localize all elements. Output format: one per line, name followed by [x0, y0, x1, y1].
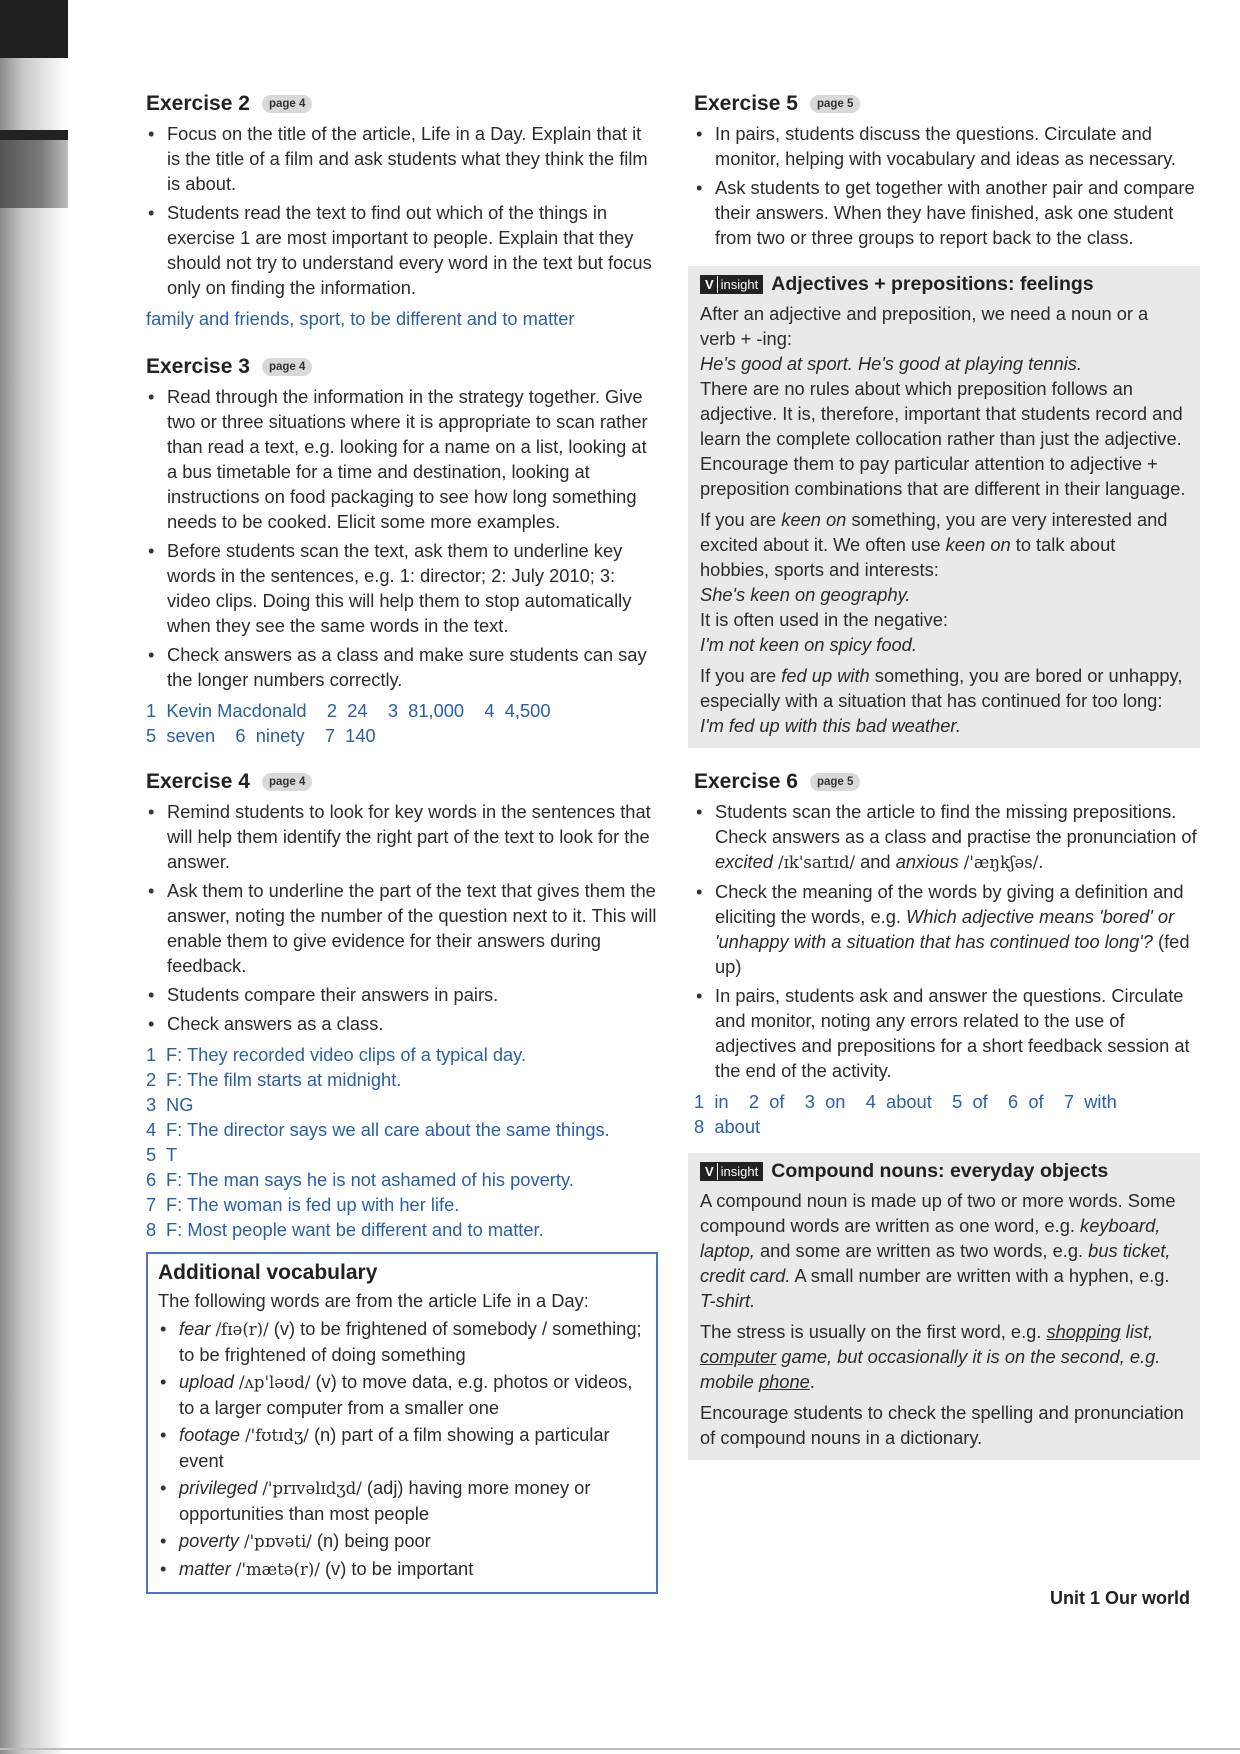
insight-example: She's keen on geography.	[700, 584, 911, 605]
bullet-item: • Before students scan the text, ask them to underline key words in the sentences, e.g. 1: director; 2: July 2010; 3: video clips. Doing this will help them to stop automatically when they see the same words in the text.	[146, 538, 658, 638]
answer-item: 6 F: The man says he is not ashamed of his poverty.	[146, 1169, 574, 1190]
insight-paragraph: If you are keen on something, you are very interested and excited about it. We often use keen on to talk about hobbies, sports and interests:	[700, 509, 1168, 580]
exercise-3-answers-line-1: 1 Kevin Macdonald 2 24 3 81,000 4 4,500	[146, 700, 551, 721]
additional-vocabulary-box	[146, 1252, 658, 1594]
exercise-2-heading	[146, 90, 658, 118]
exercise-title: Exercise 6	[694, 770, 798, 793]
right-column	[694, 90, 1200, 1460]
exercise-4-bullets	[146, 799, 658, 1036]
page-badge: page 5	[810, 773, 860, 791]
exercise-title: Exercise 5	[694, 92, 798, 115]
bullet-item: • Students compare their answers in pairs.	[146, 982, 658, 1007]
vocabulary-title: Additional vocabulary	[158, 1261, 378, 1284]
bullet-item: • Ask students to get together with another pair and compare their answers. When they have finished, ask one student from two or three groups to report back to the class.	[694, 175, 1200, 250]
bullet-item: • Check the meaning of the words by giving a definition and eliciting the words, e.g. Which adjective means 'bored' or 'unhappy with a situation that has continued too long'? (fed up)	[694, 879, 1200, 979]
v-insight-badge: V insight	[700, 275, 763, 294]
vocabulary-list	[158, 1316, 646, 1582]
exercise-4-heading	[146, 768, 658, 796]
exercise-5-bullets	[694, 121, 1200, 250]
bullet-item: • Students scan the article to find the missing prepositions. Check answers as a class and practise the pronunciation of excited /ɪk'saɪtɪd/ and anxious /'æŋkʃəs/.	[694, 799, 1200, 875]
bullet-item: • Focus on the title of the article, Life in a Day. Explain that it is the title of a film and ask students what they think the film is about.	[146, 121, 658, 196]
exercise-2-answer: family and friends, sport, to be different and to matter	[146, 308, 575, 329]
vocabulary-intro: The following words are from the article Life in a Day:	[158, 1290, 589, 1311]
exercise-4-answers	[146, 1042, 658, 1242]
answer-item: 1 F: They recorded video clips of a typical day.	[146, 1044, 527, 1065]
exercise-5-heading	[694, 90, 1200, 118]
vocabulary-item: • poverty /'pɒvəti/ (n) being poor	[158, 1528, 646, 1554]
binding-corner	[0, 0, 68, 58]
left-column	[146, 90, 658, 1594]
bullet-item: • Read through the information in the strategy together. Give two or three situations where it is appropriate to scan rather than read a text, e.g. looking for a name on a list, looking at a bus timetable for a time and destination, looking at instructions on food packaging to see how long something needs to be cooked. Elicit some more examples.	[146, 384, 658, 534]
answer-item: 2 F: The film starts at midnight.	[146, 1069, 402, 1090]
page-badge: page 4	[262, 95, 312, 113]
exercise-6-answers-line-2: 8 about	[694, 1116, 761, 1137]
insight-paragraph: It is often used in the negative:	[700, 609, 948, 630]
insight-paragraph: The stress is usually on the first word, e.g. shopping list, computer game, but occasionally it is on the second, e.g. mobile phone.	[700, 1321, 1161, 1392]
insight-heading	[700, 1159, 1188, 1184]
bullet-item: • Check answers as a class.	[146, 1011, 658, 1036]
exercise-3-bullets	[146, 384, 658, 692]
page-badge: page 4	[262, 358, 312, 376]
insight-paragraph: There are no rules about which preposition follows an adjective. It is, therefore, important that students record and learn the complete collocation rather than just the adjective. Encourage them to pay particular attention to adjective + preposition combinations that are different in their language.	[700, 378, 1186, 499]
insight-paragraph: A compound noun is made up of two or more words. Some compound words are written as one word, e.g. keyboard, laptop, and some are written as two words, e.g. bus ticket, credit card. A small number are written with a hyphen, e.g. T-shirt.	[700, 1190, 1176, 1311]
answer-item: 4 F: The director says we all care about the same things.	[146, 1119, 610, 1140]
bullet-item: • Remind students to look for key words in the sentences that will help them identify the right part of the text to look for the answer.	[146, 799, 658, 874]
insight-example: I'm not keen on spicy food.	[700, 634, 917, 655]
exercise-3-heading	[146, 353, 658, 381]
insight-paragraph: After an adjective and preposition, we need a noun or a verb + -ing:	[700, 303, 1149, 349]
insight-title: Compound nouns: everyday objects	[771, 1160, 1109, 1182]
vocabulary-item: • upload /ʌp'ləʊd/ (v) to move data, e.g. photos or videos, to a larger computer from a smaller one	[158, 1369, 646, 1420]
exercise-title: Exercise 2	[146, 92, 250, 115]
vocabulary-item: • fear /fɪə(r)/ (v) to be frightened of somebody / something; to be frightened of doing something	[158, 1316, 646, 1367]
exercise-6-bullets	[694, 799, 1200, 1083]
exercise-title: Exercise 4	[146, 770, 250, 793]
vocabulary-item: • privileged /'prɪvəlɪdʒd/ (adj) having more money or opportunities than most people	[158, 1475, 646, 1526]
answer-item: 5 T	[146, 1144, 178, 1165]
bullet-item: • Check answers as a class and make sure students can say the longer numbers correctly.	[146, 642, 658, 692]
bullet-item: • Students read the text to find out which of the things in exercise 1 are most important to people. Explain that they should not try to understand every word in the text but focus only on finding the information.	[146, 200, 658, 300]
page-binding-edge	[0, 0, 66, 1754]
exercise-title: Exercise 3	[146, 355, 250, 378]
exercise-6-heading	[694, 768, 1200, 796]
exercise-3-answers-line-2: 5 seven 6 ninety 7 140	[146, 725, 376, 746]
vocabulary-item: • matter /'mætə(r)/ (v) to be important	[158, 1556, 646, 1582]
insight-example: He's good at sport. He's good at playing tennis.	[700, 353, 1082, 374]
page-bottom-edge	[0, 1748, 1240, 1750]
v-insight-badge: V insight	[700, 1162, 763, 1181]
insight-title: Adjectives + prepositions: feelings	[771, 273, 1094, 295]
insight-heading	[700, 272, 1188, 297]
exercise-6-answers-line-1: 1 in 2 of 3 on 4 about 5 of 6 of 7 with	[694, 1091, 1117, 1112]
page-badge: page 4	[262, 773, 312, 791]
insight-box-adjectives-prepositions	[688, 266, 1200, 748]
answer-item: 3 NG	[146, 1094, 194, 1115]
page-badge: page 5	[810, 95, 860, 113]
insight-box-compound-nouns	[688, 1153, 1200, 1460]
exercise-2-bullets	[146, 121, 658, 300]
bullet-item: • In pairs, students discuss the questions. Circulate and monitor, helping with vocabulary and ideas as necessary.	[694, 121, 1200, 171]
insight-example: I'm fed up with this bad weather.	[700, 715, 961, 736]
insight-paragraph: Encourage students to check the spelling and pronunciation of compound nouns in a dictionary.	[700, 1402, 1184, 1448]
answer-item: 7 F: The woman is fed up with her life.	[146, 1194, 460, 1215]
page-footer: Unit 1 Our world	[1049, 1588, 1190, 1608]
bullet-item: • In pairs, students ask and answer the questions. Circulate and monitor, noting any errors related to the use of adjectives and prepositions for a short feedback session at the end of the activity.	[694, 983, 1200, 1083]
binding-tab	[0, 130, 68, 208]
answer-item: 8 F: Most people want be different and to matter.	[146, 1219, 544, 1240]
insight-paragraph: If you are fed up with something, you are bored or unhappy, especially with a situation that has continued for too long:	[700, 665, 1183, 711]
bullet-item: • Ask them to underline the part of the text that gives them the answer, noting the number of the question next to it. This will enable them to give evidence for their answers during feedback.	[146, 878, 658, 978]
vocabulary-item: • footage /'fʊtɪdʒ/ (n) part of a film showing a particular event	[158, 1422, 646, 1473]
